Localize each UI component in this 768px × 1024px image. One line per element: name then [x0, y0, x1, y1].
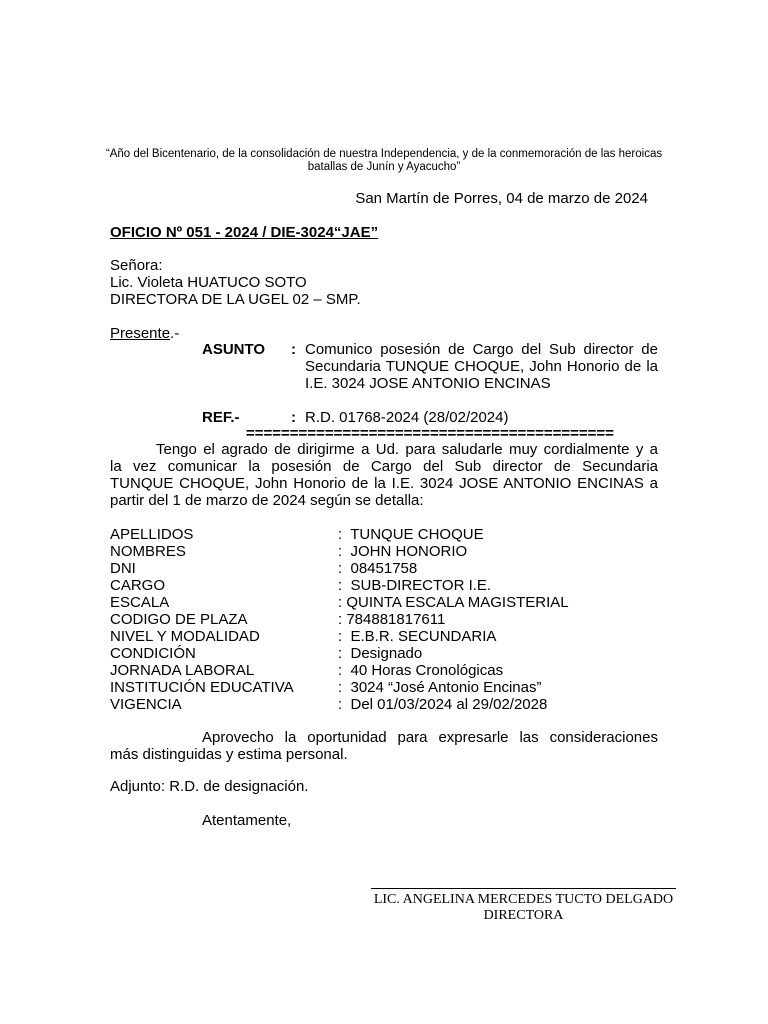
presente-word: Presente — [110, 325, 171, 342]
detail-label: ESCALA — [110, 594, 170, 611]
ref-text: R.D. 01768-2024 (28/02/2024) — [305, 409, 509, 426]
detail-label: JORNADA LABORAL — [110, 662, 255, 679]
detail-value: : 08451758 — [338, 560, 418, 577]
detail-value: : 40 Horas Cronológicas — [338, 662, 504, 679]
closing-salutation: Atentamente, — [202, 812, 292, 829]
recipient-block — [110, 257, 361, 308]
detail-value: : 784881817611 — [338, 611, 446, 628]
paragraph-intro-line-3: TUNQUE CHOQUE, John Honorio de la I.E. 3024 JOSE ANTONIO ENCINAS a — [110, 475, 658, 492]
paragraph-intro-line-2: la vez comunicar la posesión de Cargo del Sub director de Secundaria — [110, 458, 658, 475]
oficio-number: OFICIO Nº 051 - 2024 / DIE-3024“JAE” — [110, 224, 379, 241]
ref-colon: : — [291, 409, 296, 426]
asunto-text — [305, 341, 658, 392]
asunto-line-1: Comunico posesión de Cargo del Sub director de — [305, 341, 658, 358]
detail-value: : QUINTA ESCALA MAGISTERIAL — [338, 594, 569, 611]
presente-line — [110, 325, 179, 342]
asunto-colon: : — [291, 341, 296, 358]
adjunto-line: Adjunto: R.D. de designación. — [110, 778, 309, 795]
detail-value: : Designado — [338, 645, 423, 662]
signature-name: LIC. ANGELINA MERCEDES TUCTO DELGADO — [373, 892, 674, 907]
recipient-name: Lic. Violeta HUATUCO SOTO — [110, 274, 307, 291]
recipient-salutation: Señora: — [110, 257, 163, 274]
ref-label: REF.- — [202, 409, 240, 426]
separator-line: ========================================== — [246, 425, 614, 442]
detail-label: INSTITUCIÓN EDUCATIVA — [110, 679, 294, 696]
detail-value: : JOHN HONORIO — [338, 543, 468, 560]
motto-header: “Año del Bicentenario, de la consolidación de nuestra Independencia, y de la conmemoración de las heroicas batallas de Junín y Ayacucho” — [105, 148, 663, 173]
paragraph-intro-line-4: partir del 1 de marzo de 2024 según se detalla: — [110, 492, 424, 509]
detail-label: CODIGO DE PLAZA — [110, 611, 248, 628]
asunto-line-2: Secundaria TUNQUE CHOQUE, John Honorio de la — [305, 358, 658, 375]
detail-label: NIVEL Y MODALIDAD — [110, 628, 260, 645]
detail-value: : 3024 “José Antonio Encinas” — [338, 679, 542, 696]
paragraph-closing-line-2: más distinguidas y estima personal. — [110, 746, 348, 763]
recipient-position: DIRECTORA DE LA UGEL 02 – SMP. — [110, 291, 361, 308]
detail-label: VIGENCIA — [110, 696, 182, 713]
paragraph-intro — [110, 441, 658, 509]
detail-label: CARGO — [110, 577, 166, 594]
presente-suffix: .- — [170, 325, 180, 342]
detail-label: DNI — [110, 560, 136, 577]
paragraph-closing-line-1: Aprovecho la oportunidad para expresarle las consideraciones — [202, 729, 658, 746]
asunto-line-3: I.E. 3024 JOSE ANTONIO ENCINAS — [305, 375, 551, 392]
detail-value: : Del 01/03/2024 al 29/02/2028 — [338, 696, 548, 713]
detail-value: : SUB-DIRECTOR I.E. — [338, 577, 492, 594]
signature-line — [371, 888, 676, 889]
paragraph-intro-line-1: Tengo el agrado de dirigirme a Ud. para saludarle muy cordialmente y a — [156, 441, 658, 458]
paragraph-closing — [110, 729, 658, 763]
detail-value: : E.B.R. SECUNDARIA — [338, 628, 497, 645]
asunto-label: ASUNTO — [202, 341, 266, 358]
signature-role: DIRECTORA — [483, 908, 564, 923]
detail-value: : TUNQUE CHOQUE — [338, 526, 484, 543]
detail-label: NOMBRES — [110, 543, 186, 560]
date-line: San Martín de Porres, 04 de marzo de 2024 — [355, 190, 648, 207]
detail-label: APELLIDOS — [110, 526, 194, 543]
detail-label: CONDICIÓN — [110, 645, 196, 662]
